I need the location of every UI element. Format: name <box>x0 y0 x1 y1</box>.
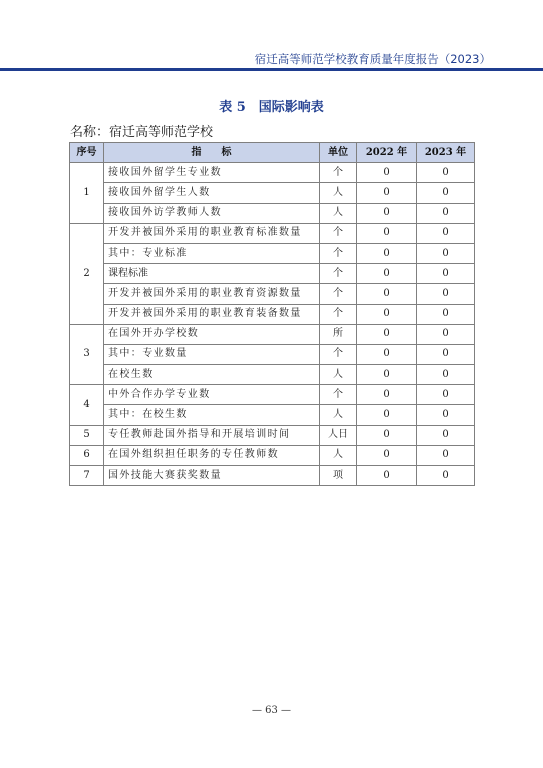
value-2023-cell: 0 <box>417 183 475 203</box>
unit-cell: 个 <box>320 385 357 405</box>
value-2023-cell: 0 <box>417 425 475 445</box>
table-row <box>70 183 475 203</box>
column-header-indicator: 指 标 <box>104 143 320 163</box>
seq-cell: 3 <box>70 324 104 385</box>
value-2023-cell: 0 <box>417 223 475 243</box>
seq-cell: 4 <box>70 385 104 425</box>
column-header-unit: 单位 <box>320 143 357 163</box>
value-2023-cell: 0 <box>417 344 475 364</box>
column-header-2023: 2023 年 <box>417 143 475 163</box>
value-2022-cell: 0 <box>357 466 417 486</box>
indicator-cell: 国外技能大赛获奖数量 <box>104 466 320 486</box>
table-row <box>70 365 475 385</box>
value-2022-cell: 0 <box>357 385 417 405</box>
value-2022-cell: 0 <box>357 324 417 344</box>
indicator-cell: 其中：专业数量 <box>104 344 320 364</box>
indicator-cell: 专任教师赴国外指导和开展培训时间 <box>104 425 320 445</box>
value-2022-cell: 0 <box>357 203 417 223</box>
unit-cell: 个 <box>320 284 357 304</box>
table-row <box>70 425 475 445</box>
column-header-2022: 2022 年 <box>357 143 417 163</box>
value-2023-cell: 0 <box>417 243 475 263</box>
report-header-title: 宿迁高等师范学校教育质量年度报告（2023） <box>254 52 491 66</box>
unit-cell: 人 <box>320 183 357 203</box>
column-header-seq: 序号 <box>70 143 104 163</box>
value-2023-cell: 0 <box>417 405 475 425</box>
value-2023-cell: 0 <box>417 385 475 405</box>
indicator-cell: 开发并被国外采用的职业教育标准数量 <box>104 223 320 243</box>
seq-cell: 7 <box>70 466 104 486</box>
seq-cell: 6 <box>70 445 104 465</box>
indicator-cell: 在校生数 <box>104 365 320 385</box>
table-row <box>70 163 475 183</box>
unit-cell: 人 <box>320 445 357 465</box>
table-row <box>70 243 475 263</box>
unit-cell: 个 <box>320 243 357 263</box>
value-2023-cell: 0 <box>417 203 475 223</box>
indicator-cell: 接收国外访学教师人数 <box>104 203 320 223</box>
value-2022-cell: 0 <box>357 264 417 284</box>
table-row <box>70 284 475 304</box>
indicator-cell: 其中：在校生数 <box>104 405 320 425</box>
table-row <box>70 405 475 425</box>
unit-cell: 个 <box>320 304 357 324</box>
indicator-cell: 接收国外留学生专业数 <box>104 163 320 183</box>
value-2023-cell: 0 <box>417 365 475 385</box>
indicator-cell: 接收国外留学生人数 <box>104 183 320 203</box>
value-2022-cell: 0 <box>357 163 417 183</box>
unit-cell: 个 <box>320 163 357 183</box>
value-2022-cell: 0 <box>357 405 417 425</box>
value-2022-cell: 0 <box>357 243 417 263</box>
value-2022-cell: 0 <box>357 365 417 385</box>
indicator-cell: 在国外组织担任职务的专任教师数 <box>104 445 320 465</box>
unit-cell: 个 <box>320 344 357 364</box>
seq-cell: 2 <box>70 223 104 324</box>
table-row <box>70 264 475 284</box>
value-2023-cell: 0 <box>417 284 475 304</box>
value-2022-cell: 0 <box>357 223 417 243</box>
table-row <box>70 466 475 486</box>
table-row <box>70 445 475 465</box>
unit-cell: 人 <box>320 203 357 223</box>
table-row <box>70 304 475 324</box>
indicator-cell: 中外合作办学专业数 <box>104 385 320 405</box>
table-header-row <box>70 143 475 163</box>
value-2022-cell: 0 <box>357 183 417 203</box>
unit-cell: 人 <box>320 405 357 425</box>
value-2023-cell: 0 <box>417 163 475 183</box>
indicator-cell: 课程标准 <box>104 264 320 284</box>
value-2023-cell: 0 <box>417 466 475 486</box>
value-2022-cell: 0 <box>357 304 417 324</box>
value-2023-cell: 0 <box>417 324 475 344</box>
value-2022-cell: 0 <box>357 445 417 465</box>
seq-cell: 5 <box>70 425 104 445</box>
table-body <box>70 163 475 486</box>
unit-cell: 所 <box>320 324 357 344</box>
unit-cell: 人日 <box>320 425 357 445</box>
table-row <box>70 324 475 344</box>
table-row <box>70 385 475 405</box>
indicator-cell: 开发并被国外采用的职业教育资源数量 <box>104 284 320 304</box>
header-rule <box>0 68 543 71</box>
page-number: — 63 — <box>251 705 292 716</box>
value-2022-cell: 0 <box>357 344 417 364</box>
table-row <box>70 203 475 223</box>
table-title: 表 5 国际影响表 <box>219 100 324 115</box>
indicator-cell: 其中：专业标准 <box>104 243 320 263</box>
unit-cell: 个 <box>320 264 357 284</box>
institution-name: 名称：宿迁高等师范学校 <box>70 125 214 140</box>
value-2023-cell: 0 <box>417 304 475 324</box>
unit-cell: 人 <box>320 365 357 385</box>
unit-cell: 项 <box>320 466 357 486</box>
seq-cell: 1 <box>70 163 104 224</box>
value-2022-cell: 0 <box>357 284 417 304</box>
indicator-cell: 在国外开办学校数 <box>104 324 320 344</box>
value-2023-cell: 0 <box>417 445 475 465</box>
value-2022-cell: 0 <box>357 425 417 445</box>
indicator-cell: 开发并被国外采用的职业教育装备数量 <box>104 304 320 324</box>
table-row <box>70 344 475 364</box>
unit-cell: 个 <box>320 223 357 243</box>
international-influence-table <box>69 142 475 486</box>
table-row <box>70 223 475 243</box>
value-2023-cell: 0 <box>417 264 475 284</box>
